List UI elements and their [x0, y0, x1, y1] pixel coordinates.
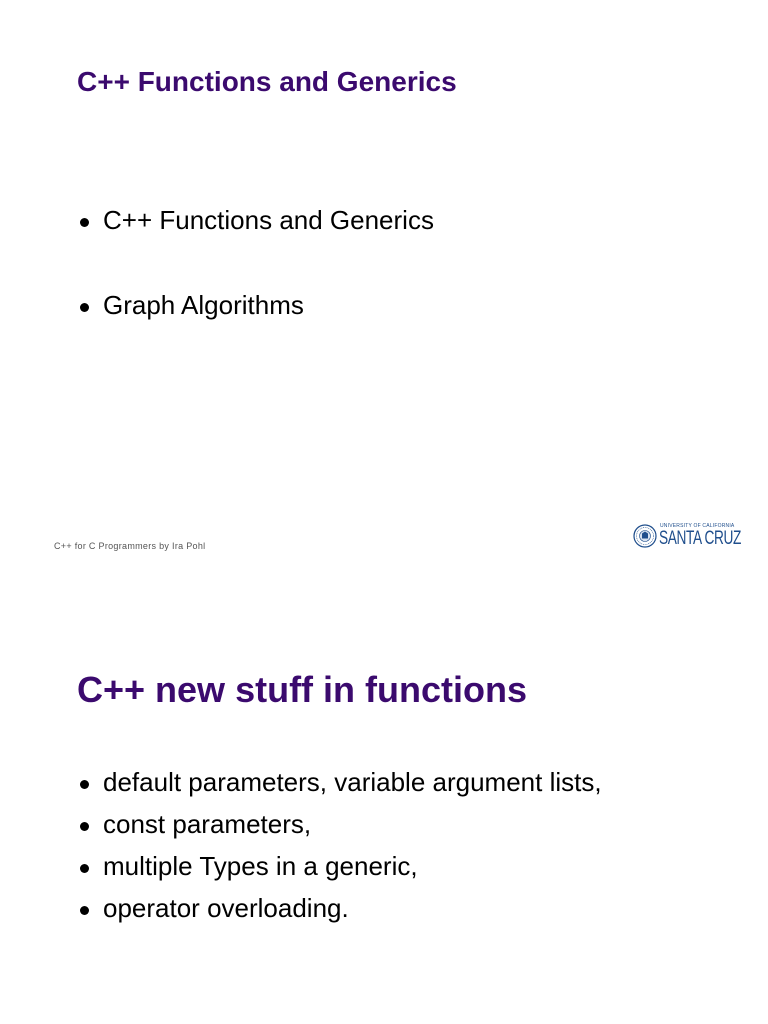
ucsc-seal-icon — [633, 524, 657, 548]
bullet-dot-icon — [80, 822, 89, 831]
bullet-item — [78, 766, 602, 798]
bullet-dot-icon — [80, 780, 89, 789]
slide-footer: C++ for C Programmers by Ira Pohl — [54, 541, 206, 551]
slide-2-title: C++ new stuff in functions — [77, 669, 528, 710]
bullet-item — [78, 892, 602, 924]
logo-university-text: UNIVERSITY OF CALIFORNIA — [660, 523, 735, 529]
bullet-dot-icon — [80, 218, 89, 227]
bullet-item — [78, 289, 434, 321]
bullet-text: operator overloading. — [103, 893, 349, 923]
bullet-item — [78, 808, 602, 840]
bullet-dot-icon — [80, 906, 89, 915]
slide-2 — [0, 576, 768, 1024]
bullet-text: Graph Algorithms — [103, 290, 304, 320]
ucsc-logo — [633, 522, 742, 552]
bullet-text: const parameters, — [103, 809, 312, 839]
slide-2-bullet-list — [78, 766, 602, 934]
bullet-dot-icon — [80, 864, 89, 873]
slide-1-bullet-list — [78, 204, 434, 374]
bullet-dot-icon — [80, 303, 89, 312]
bullet-item — [78, 204, 434, 236]
bullet-text: default parameters, variable argument lists, — [103, 767, 602, 797]
slide-1-title: C++ Functions and Generics — [77, 66, 457, 97]
bullet-text: multiple Types in a generic, — [103, 851, 418, 881]
bullet-text: C++ Functions and Generics — [103, 205, 434, 235]
logo-campus-text: SANTA CRUZ — [659, 528, 742, 549]
bullet-item — [78, 850, 602, 882]
